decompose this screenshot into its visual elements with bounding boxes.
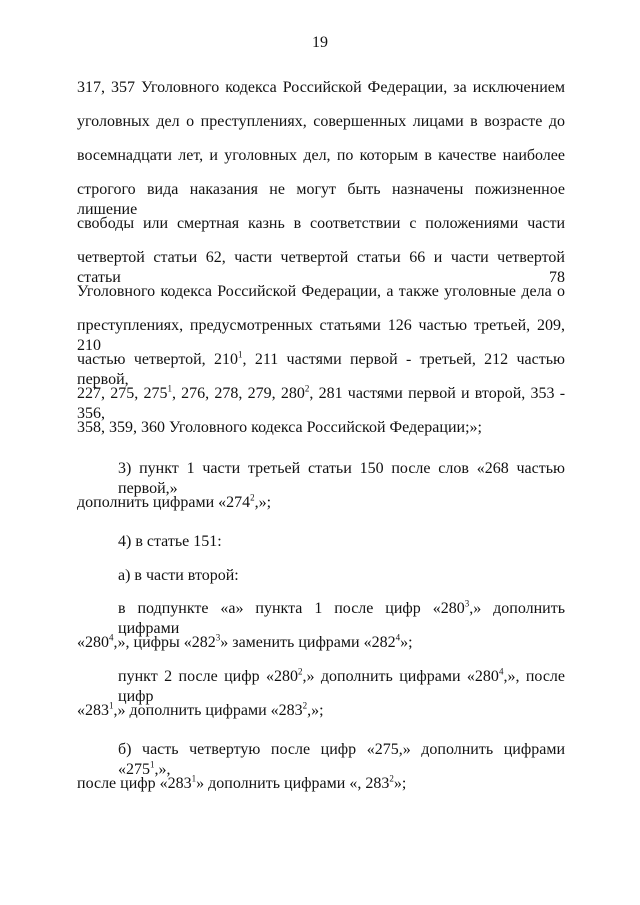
superscript: 2 — [298, 666, 303, 677]
text-line — [118, 598, 566, 637]
text-run: 358, 359, 360 Уголовного кодекса Российской Федерации;»; — [77, 419, 482, 436]
text-line — [77, 383, 566, 422]
text-line — [77, 349, 565, 388]
text-line — [118, 666, 566, 705]
text-line — [77, 701, 324, 721]
text-line — [118, 532, 222, 552]
text-run: преступлениях, предусмотренных статьями 126 частью третьей, 209, 210 — [77, 317, 565, 354]
text-run: ,» дополнить цифрами «280 — [302, 668, 499, 685]
text-run: пункт 2 после цифр «280 — [118, 668, 298, 685]
text-run: 4) в статье 151: — [118, 533, 222, 550]
text-line — [77, 180, 565, 218]
text-run: а) в части второй: — [118, 567, 239, 584]
text-run: » заменить цифрами «282 — [220, 634, 396, 651]
text-line — [77, 316, 565, 354]
text-run: строгого вида наказания не могут быть назначены пожизненное лишение — [77, 181, 565, 218]
text-run: 227, 275, 275 — [77, 385, 168, 402]
text-run: Уголовного кодекса Российской Федерации, а также уголовные дела о — [77, 283, 565, 300]
superscript: 4 — [109, 632, 114, 643]
text-run: частью четвертой, 210 — [77, 351, 238, 368]
superscript: 2 — [250, 492, 255, 503]
text-run: ,», после цифр — [118, 668, 566, 705]
text-run: в подпункте «а» пункта 1 после цифр «280 — [118, 600, 465, 617]
superscript: 3 — [215, 632, 221, 643]
superscript: 1 — [109, 700, 114, 711]
text-run: «283 — [77, 702, 109, 719]
superscript: 1 — [191, 773, 197, 784]
text-line — [77, 146, 565, 166]
text-run: «280 — [77, 634, 109, 651]
superscript: 1 — [150, 759, 155, 770]
superscript: 2 — [389, 773, 394, 784]
text-run: четвертой статьи 62, части четвертой статьи 66 и части четвертой статьи 78 — [77, 249, 565, 286]
text-run: дополнить цифрами «274 — [77, 494, 251, 511]
text-run: ,»; — [254, 494, 272, 511]
text-run: ,» дополнить цифрами — [118, 600, 566, 637]
text-line — [77, 112, 565, 132]
text-run: ,» дополнить цифрами «283 — [113, 702, 303, 719]
text-line — [77, 774, 406, 794]
superscript: 2 — [302, 700, 308, 711]
text-line — [118, 740, 565, 778]
text-line — [77, 633, 413, 653]
text-line — [77, 248, 565, 286]
text-run: , 276, 278, 279, 280 — [171, 385, 305, 402]
text-line — [118, 459, 565, 497]
text-run: 3) пункт 1 части третьей статьи 150 после слов «268 частью первой,» — [118, 460, 565, 497]
superscript: 1 — [167, 383, 172, 394]
text-line — [118, 566, 239, 586]
text-run: свободы или смертная казнь в соответствии с положениями части — [77, 215, 565, 232]
text-run: б) часть четвертую после цифр «275,» дополнить цифрами «275 — [118, 741, 565, 778]
text-run: уголовных дел о преступлениях, совершенных лицами в возрасте до — [77, 113, 565, 130]
text-line — [77, 418, 482, 438]
text-run: , 281 частями первой и второй, 353 - 356, — [77, 385, 566, 422]
text-run: » дополнить цифрами «, 283 — [196, 775, 390, 792]
text-run: »; — [400, 634, 413, 651]
text-run: ,», цифры «282 — [113, 634, 216, 651]
superscript: 1 — [237, 349, 243, 360]
text-run: 317, 357 Уголовного кодекса Российской Федерации, за исключением — [77, 79, 565, 96]
superscript: 4 — [395, 632, 401, 643]
text-run: ,»; — [307, 702, 324, 719]
text-run: , 211 частями первой - третьей, 212 частью первой, — [77, 351, 565, 388]
text-line — [77, 493, 271, 513]
text-run: после цифр «283 — [77, 775, 192, 792]
text-line — [77, 282, 565, 302]
text-run: ,», — [154, 761, 171, 778]
superscript: 4 — [498, 666, 504, 677]
page-number: 19 — [312, 34, 328, 51]
text-line — [77, 78, 565, 98]
superscript: 2 — [304, 383, 310, 394]
text-run: восемнадцати лет, и уголовных дел, по которым в качестве наиболее — [77, 147, 565, 164]
superscript: 3 — [464, 598, 470, 609]
text-run: »; — [393, 775, 407, 792]
text-line — [77, 214, 565, 234]
